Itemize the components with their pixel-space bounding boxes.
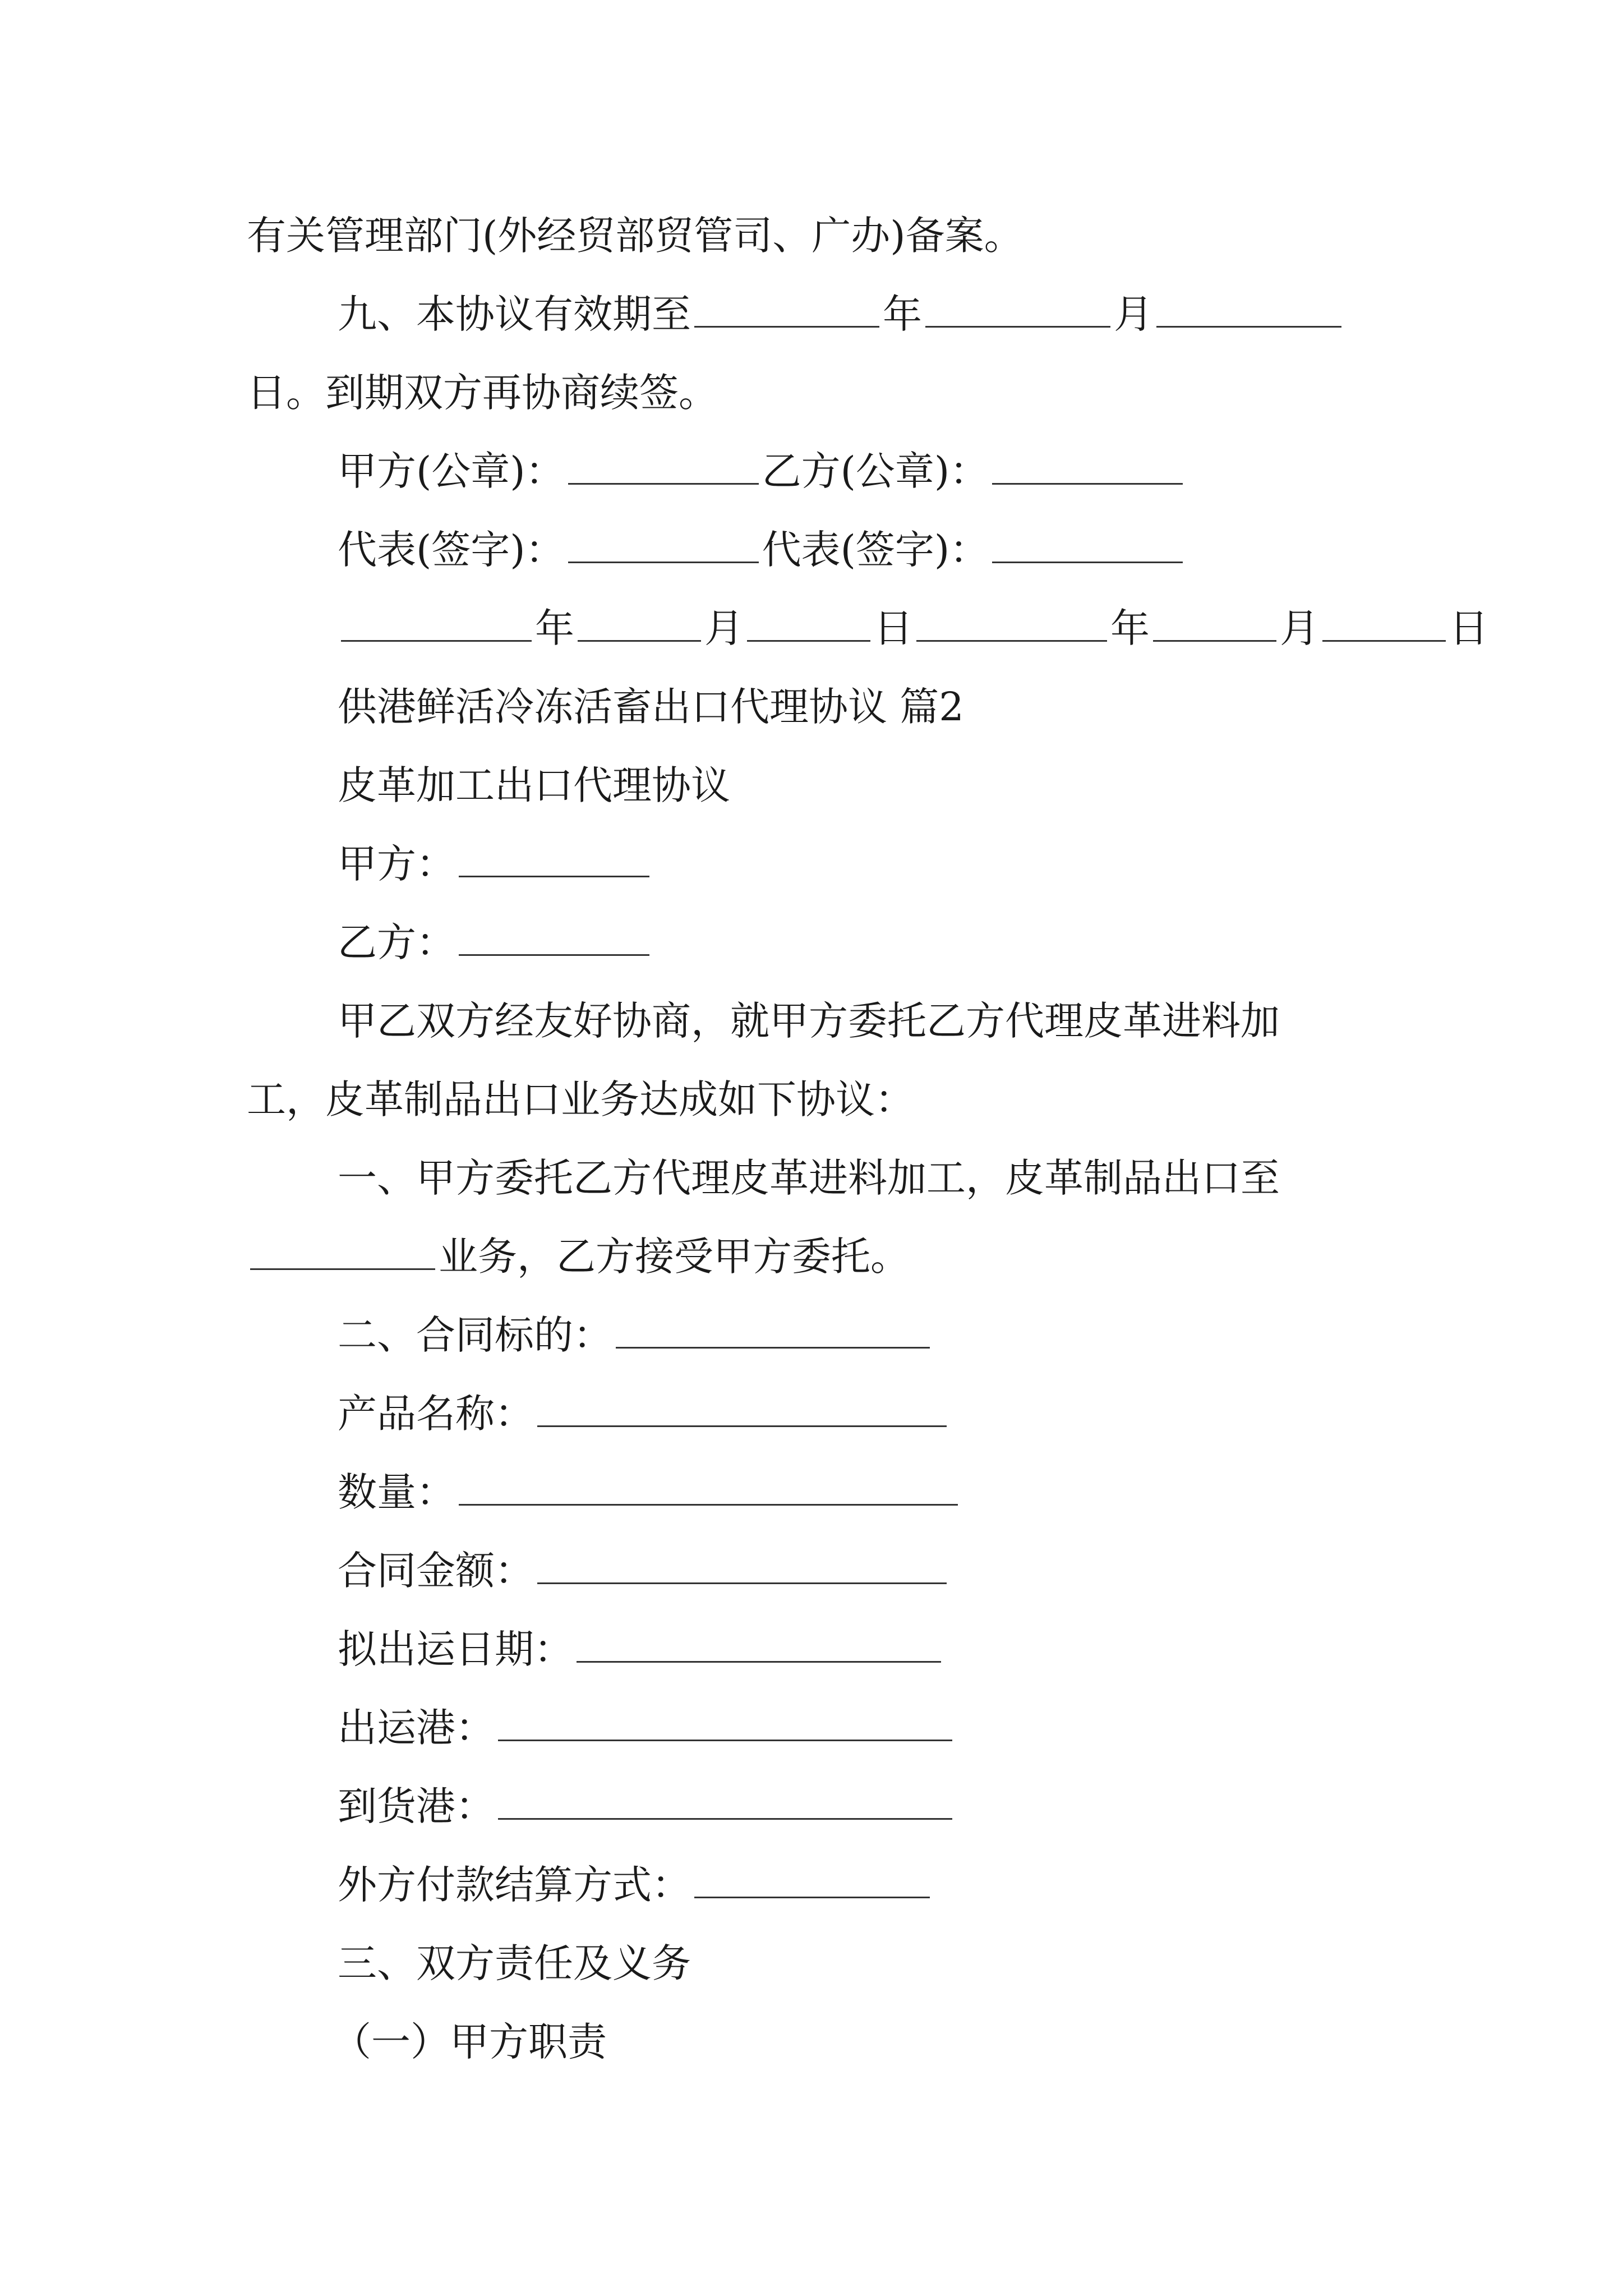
party-a-rep-label: 代表(签字)： xyxy=(338,527,565,573)
party-a-rep-blank[interactable] xyxy=(568,522,759,563)
date-b-month-blank[interactable] xyxy=(1153,601,1276,642)
signature-line xyxy=(338,522,1186,578)
contract-amount-blank[interactable] xyxy=(537,1543,947,1584)
party-b-seal-blank[interactable] xyxy=(992,444,1183,485)
form-field xyxy=(338,1543,950,1599)
product-name-label: 产品名称： xyxy=(338,1391,534,1437)
party-b-seal-label: 乙方(公章)： xyxy=(762,448,989,494)
text-day: 日 xyxy=(874,605,913,651)
contract-subject-label: 二、合同标的： xyxy=(338,1312,612,1358)
text-intro: 甲乙双方经友好协商，就甲方委托乙方代理皮革进料加 xyxy=(338,998,1280,1044)
subsection-heading xyxy=(332,2014,607,2070)
section-heading xyxy=(338,1935,691,1991)
text-responsibilities: 三、双方责任及义务 xyxy=(338,1940,691,1986)
quantity-label: 数量： xyxy=(338,1469,455,1515)
paragraph-line xyxy=(338,993,1280,1049)
paragraph-line xyxy=(247,1071,914,1128)
text-clause-1: 一、甲方委托乙方代理皮革进料加工，皮革制品出口至 xyxy=(338,1155,1280,1201)
date-a-month-blank[interactable] xyxy=(578,601,701,642)
product-name-blank[interactable] xyxy=(537,1386,947,1427)
text-year: 年 xyxy=(535,605,574,651)
destination-blank[interactable] xyxy=(250,1229,435,1270)
form-field xyxy=(338,1857,933,1913)
party-b-label: 乙方： xyxy=(338,919,455,965)
contract-amount-label: 合同金额： xyxy=(338,1548,534,1594)
paragraph-line xyxy=(247,208,1023,264)
clause-line xyxy=(247,1228,910,1285)
party-a-line xyxy=(338,836,653,892)
payment-method-label: 外方付款结算方式： xyxy=(338,1862,691,1908)
text-month: 月 xyxy=(1114,291,1153,337)
party-b-rep-label: 代表(签字)： xyxy=(762,527,989,573)
section-heading xyxy=(338,679,964,735)
month-blank[interactable] xyxy=(925,287,1110,328)
paragraph-line xyxy=(247,365,718,421)
validity-line xyxy=(338,286,1345,342)
heading-text: 供港鲜活冷冻活畜出口代理协议 篇2 xyxy=(338,684,964,730)
form-field xyxy=(338,1778,956,1834)
form-field xyxy=(338,1307,933,1363)
date-a-day-blank[interactable] xyxy=(747,601,870,642)
shipment-date-blank[interactable] xyxy=(577,1622,941,1663)
contract-subject-blank[interactable] xyxy=(616,1308,930,1349)
date-b-year-blank[interactable] xyxy=(916,601,1107,642)
day-blank[interactable] xyxy=(1156,287,1341,328)
year-blank[interactable] xyxy=(694,287,879,328)
date-line xyxy=(338,600,1488,656)
text-party-a-duties: （一）甲方职责 xyxy=(332,2019,607,2065)
port-of-destination-blank[interactable] xyxy=(498,1779,952,1820)
form-field xyxy=(338,1621,944,1677)
party-a-seal-blank[interactable] xyxy=(568,444,759,485)
text-year: 年 xyxy=(1110,605,1150,651)
port-of-loading-blank[interactable] xyxy=(498,1700,952,1741)
date-a-year-blank[interactable] xyxy=(341,601,532,642)
title-text: 皮革加工出口代理协议 xyxy=(338,762,730,808)
port-of-loading-label: 出运港： xyxy=(338,1705,495,1751)
quantity-blank[interactable] xyxy=(459,1465,958,1506)
text-year: 年 xyxy=(883,291,922,337)
party-b-rep-blank[interactable] xyxy=(992,522,1183,563)
text-validity: 九、本协议有效期至 xyxy=(338,291,691,337)
form-field xyxy=(338,1464,961,1520)
text-clause-1-cont: 业务，乙方接受甲方委托。 xyxy=(439,1234,910,1280)
seal-line xyxy=(338,443,1186,499)
shipment-date-label: 拟出运日期： xyxy=(338,1626,573,1672)
party-a-label: 甲方： xyxy=(338,841,455,887)
date-b-day-blank[interactable] xyxy=(1322,601,1446,642)
payment-method-blank[interactable] xyxy=(694,1857,930,1898)
form-field xyxy=(338,1386,950,1442)
text-day: 日 xyxy=(1449,605,1488,651)
form-field xyxy=(338,1700,956,1756)
document-title xyxy=(338,757,730,813)
party-b-blank[interactable] xyxy=(459,915,649,956)
text-registration: 有关管理部门(外经贸部贸管司、广办)备案。 xyxy=(247,213,1023,259)
clause-line xyxy=(338,1150,1280,1206)
text-month: 月 xyxy=(704,605,744,651)
party-b-line xyxy=(338,914,653,970)
text-intro-cont: 工，皮革制品出口业务达成如下协议： xyxy=(247,1076,914,1122)
party-a-blank[interactable] xyxy=(459,836,649,877)
text-renewal: 日。到期双方再协商续签。 xyxy=(247,370,718,416)
port-of-destination-label: 到货港： xyxy=(338,1783,495,1829)
party-a-seal-label: 甲方(公章)： xyxy=(338,448,565,494)
text-month: 月 xyxy=(1280,605,1319,651)
